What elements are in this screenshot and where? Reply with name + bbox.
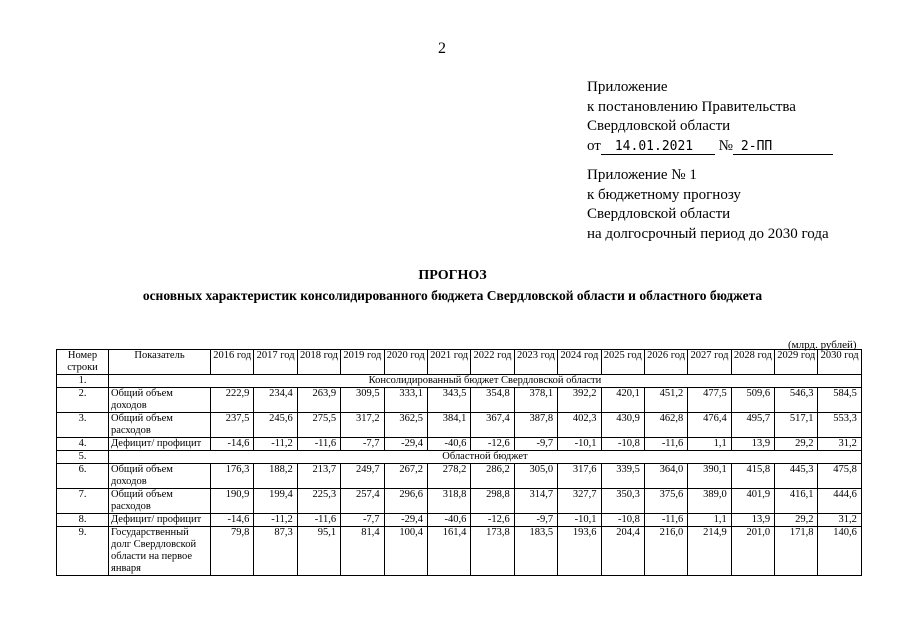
value-cell: -40,6: [427, 514, 470, 527]
value-cell: 354,8: [471, 388, 514, 413]
value-cell: 378,1: [514, 388, 557, 413]
value-cell: -10,1: [558, 514, 601, 527]
value-cell: 387,8: [514, 413, 557, 438]
value-cell: 415,8: [731, 464, 774, 489]
value-cell: 333,1: [384, 388, 427, 413]
value-cell: 367,4: [471, 413, 514, 438]
section-title: Областной бюджет: [109, 451, 862, 464]
appendix-one-line4: на долгосрочный период до 2030 года: [587, 225, 829, 242]
value-cell: 171,8: [775, 527, 818, 576]
value-cell: 199,4: [254, 489, 297, 514]
value-cell: 100,4: [384, 527, 427, 576]
value-cell: 350,3: [601, 489, 644, 514]
table-row: [57, 438, 862, 451]
value-cell: 402,3: [558, 413, 601, 438]
value-cell: 237,5: [211, 413, 254, 438]
table-header-row: [57, 350, 862, 375]
value-cell: 462,8: [644, 413, 687, 438]
indicator-label: Общий объем доходов: [109, 464, 211, 489]
value-cell: -29,4: [384, 438, 427, 451]
row-number: 5.: [57, 451, 109, 464]
value-cell: -10,8: [601, 514, 644, 527]
value-cell: 161,4: [427, 527, 470, 576]
appendix-main-line3: Свердловской области: [587, 118, 731, 134]
table-section-row: [57, 451, 862, 464]
value-cell: 420,1: [601, 388, 644, 413]
value-cell: 201,0: [731, 527, 774, 576]
indicator-label: Дефицит/ профицит: [109, 438, 211, 451]
row-number: 1.: [57, 375, 109, 388]
page-number: 2: [438, 40, 446, 57]
header-year: 2022 год: [471, 350, 514, 375]
value-cell: 318,8: [427, 489, 470, 514]
value-cell: 375,6: [644, 489, 687, 514]
header-year: 2028 год: [731, 350, 774, 375]
appendix-main-block: [587, 78, 833, 156]
value-cell: 390,1: [688, 464, 731, 489]
value-cell: -10,1: [558, 438, 601, 451]
value-cell: 416,1: [775, 489, 818, 514]
value-cell: -11,6: [297, 514, 340, 527]
value-cell: 509,6: [731, 388, 774, 413]
header-year: 2024 год: [558, 350, 601, 375]
row-number: 7.: [57, 489, 109, 514]
value-cell: 476,4: [688, 413, 731, 438]
date-prefix: от: [587, 137, 601, 154]
indicator-label: Общий объем расходов: [109, 413, 211, 438]
document-subtitle: основных характеристик консолидированного бюджета Свердловской области и областного бюджета: [142, 288, 763, 303]
value-cell: -10,8: [601, 438, 644, 451]
header-year: 2021 год: [427, 350, 470, 375]
value-cell: 267,2: [384, 464, 427, 489]
value-cell: 183,5: [514, 527, 557, 576]
header-year: 2019 год: [341, 350, 384, 375]
value-cell: 81,4: [341, 527, 384, 576]
value-cell: 214,9: [688, 527, 731, 576]
value-cell: 286,2: [471, 464, 514, 489]
value-cell: 204,4: [601, 527, 644, 576]
row-number: 8.: [57, 514, 109, 527]
value-cell: 296,6: [384, 489, 427, 514]
value-cell: -12,6: [471, 438, 514, 451]
units-label: (млрд. рублей): [788, 339, 857, 351]
header-year: 2017 год: [254, 350, 297, 375]
value-cell: 477,5: [688, 388, 731, 413]
value-cell: 213,7: [297, 464, 340, 489]
value-cell: 546,3: [775, 388, 818, 413]
value-cell: -11,2: [254, 514, 297, 527]
value-cell: 257,4: [341, 489, 384, 514]
value-cell: 364,0: [644, 464, 687, 489]
value-cell: 401,9: [731, 489, 774, 514]
indicator-label: Общий объем расходов: [109, 489, 211, 514]
table-row: [57, 464, 862, 489]
header-year: 2026 год: [644, 350, 687, 375]
value-cell: 1,1: [688, 514, 731, 527]
table-row: [57, 527, 862, 576]
value-cell: -9,7: [514, 514, 557, 527]
value-cell: 29,2: [775, 514, 818, 527]
value-cell: 245,6: [254, 413, 297, 438]
value-cell: 495,7: [731, 413, 774, 438]
value-cell: 222,9: [211, 388, 254, 413]
value-cell: 298,8: [471, 489, 514, 514]
value-cell: 13,9: [731, 514, 774, 527]
value-cell: 225,3: [297, 489, 340, 514]
value-cell: 314,7: [514, 489, 557, 514]
document-title: ПРОГНОЗ: [418, 268, 487, 283]
value-cell: -11,6: [644, 514, 687, 527]
table-row: [57, 413, 862, 438]
row-number: 9.: [57, 527, 109, 576]
value-cell: -29,4: [384, 514, 427, 527]
value-cell: 584,5: [818, 388, 861, 413]
header-year: 2016 год: [211, 350, 254, 375]
value-cell: 392,2: [558, 388, 601, 413]
value-cell: 140,6: [818, 527, 861, 576]
appendix-one-line3: Свердловской области: [587, 206, 731, 222]
value-cell: -7,7: [341, 514, 384, 527]
value-cell: 389,0: [688, 489, 731, 514]
appendix-one-line2: к бюджетному прогнозу: [587, 186, 741, 203]
value-cell: 278,2: [427, 464, 470, 489]
value-cell: -12,6: [471, 514, 514, 527]
value-cell: 31,2: [818, 438, 861, 451]
header-year: 2030 год: [818, 350, 861, 375]
header-year: 2023 год: [514, 350, 557, 375]
appendix-one-block: [587, 166, 829, 244]
value-cell: 31,2: [818, 514, 861, 527]
value-cell: 216,0: [644, 527, 687, 576]
value-cell: 362,5: [384, 413, 427, 438]
number-value: 2-ПП: [733, 139, 833, 155]
table-row: [57, 489, 862, 514]
value-cell: 384,1: [427, 413, 470, 438]
header-year: 2025 год: [601, 350, 644, 375]
row-number: 2.: [57, 388, 109, 413]
value-cell: 1,1: [688, 438, 731, 451]
date-value: 14.01.2021: [601, 139, 715, 155]
number-prefix: №: [718, 137, 733, 154]
value-cell: 475,8: [818, 464, 861, 489]
value-cell: -7,7: [341, 438, 384, 451]
value-cell: -40,6: [427, 438, 470, 451]
section-title: Консолидированный бюджет Свердловской области: [109, 375, 862, 388]
row-number: 6.: [57, 464, 109, 489]
value-cell: 517,1: [775, 413, 818, 438]
header-year: 2020 год: [384, 350, 427, 375]
value-cell: 343,5: [427, 388, 470, 413]
value-cell: 451,2: [644, 388, 687, 413]
table-section-row: [57, 375, 862, 388]
value-cell: 173,8: [471, 527, 514, 576]
budget-forecast-table: [56, 349, 862, 576]
value-cell: 444,6: [818, 489, 861, 514]
value-cell: 176,3: [211, 464, 254, 489]
row-number: 3.: [57, 413, 109, 438]
appendix-main-date-line: [587, 137, 833, 157]
value-cell: 188,2: [254, 464, 297, 489]
value-cell: 317,6: [558, 464, 601, 489]
value-cell: 95,1: [297, 527, 340, 576]
value-cell: 79,8: [211, 527, 254, 576]
value-cell: 263,9: [297, 388, 340, 413]
header-year: 2029 год: [775, 350, 818, 375]
indicator-label: Общий объем доходов: [109, 388, 211, 413]
value-cell: -14,6: [211, 438, 254, 451]
value-cell: 445,3: [775, 464, 818, 489]
table-row: [57, 514, 862, 527]
value-cell: 190,9: [211, 489, 254, 514]
value-cell: -9,7: [514, 438, 557, 451]
value-cell: 309,5: [341, 388, 384, 413]
value-cell: 249,7: [341, 464, 384, 489]
table-row: [57, 388, 862, 413]
appendix-one-line1: Приложение № 1: [587, 167, 697, 183]
value-cell: 317,2: [341, 413, 384, 438]
value-cell: -11,2: [254, 438, 297, 451]
header-indicator: Показатель: [109, 350, 211, 375]
header-row-number: Номер строки: [57, 350, 109, 375]
value-cell: 305,0: [514, 464, 557, 489]
value-cell: -11,6: [644, 438, 687, 451]
appendix-main-line2: к постановлению Правительства: [587, 98, 796, 115]
appendix-main-line1: Приложение: [587, 79, 668, 95]
value-cell: 29,2: [775, 438, 818, 451]
value-cell: 327,7: [558, 489, 601, 514]
value-cell: 193,6: [558, 527, 601, 576]
header-year: 2027 год: [688, 350, 731, 375]
value-cell: -11,6: [297, 438, 340, 451]
value-cell: 430,9: [601, 413, 644, 438]
value-cell: 234,4: [254, 388, 297, 413]
value-cell: 553,3: [818, 413, 861, 438]
header-year: 2018 год: [297, 350, 340, 375]
value-cell: 339,5: [601, 464, 644, 489]
value-cell: 87,3: [254, 527, 297, 576]
value-cell: 13,9: [731, 438, 774, 451]
value-cell: -14,6: [211, 514, 254, 527]
indicator-label: Дефицит/ профицит: [109, 514, 211, 527]
value-cell: 275,5: [297, 413, 340, 438]
row-number: 4.: [57, 438, 109, 451]
indicator-label: Государственный долг Свердловской области на первое января: [109, 527, 211, 576]
